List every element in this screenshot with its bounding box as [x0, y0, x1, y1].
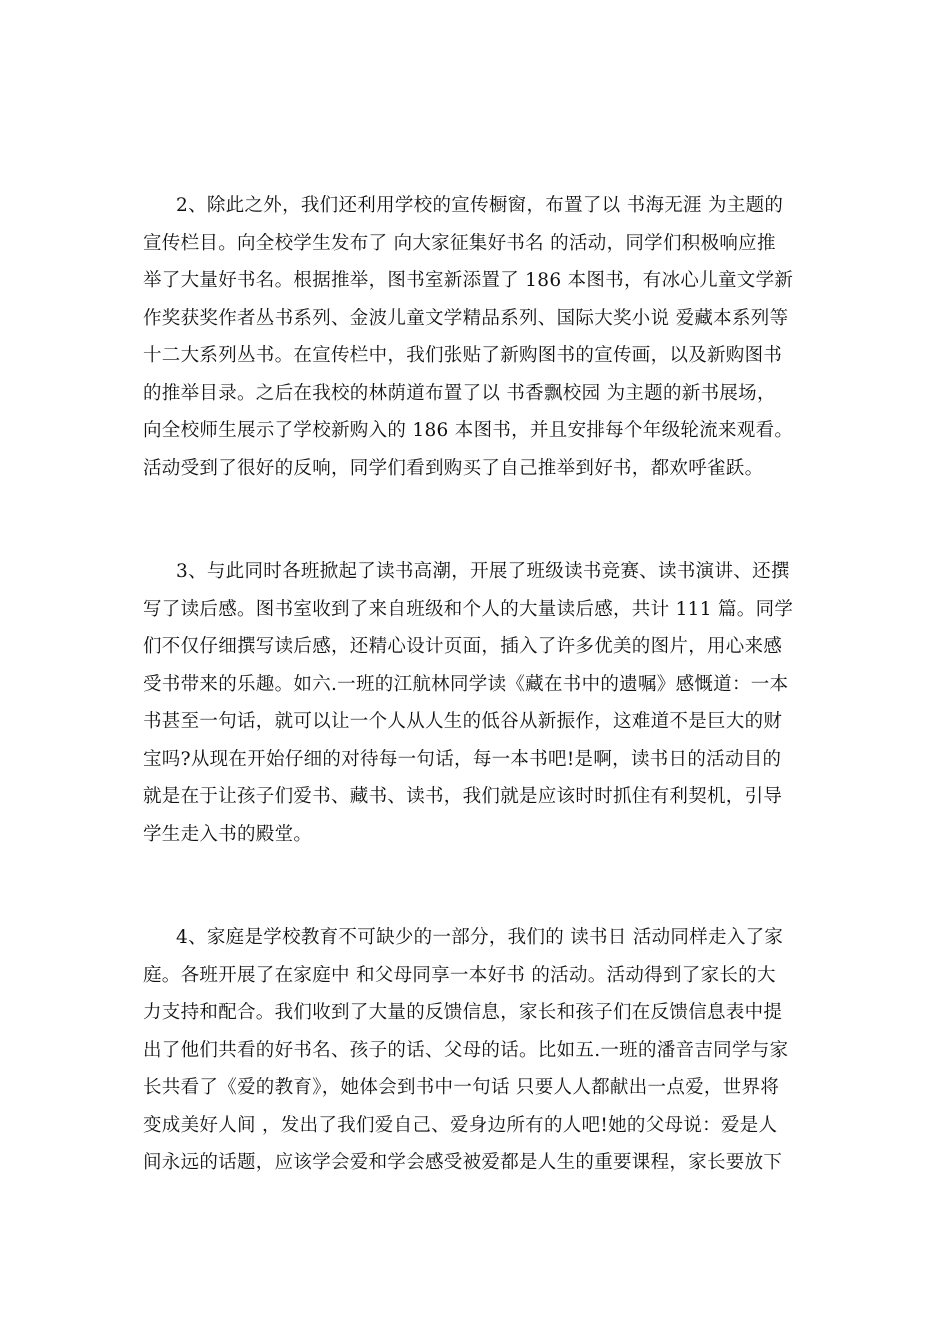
text-line: 出了他们共看的好书名、孩子的话、父母的话。比如五.一班的潘音吉同学与家 — [143, 1039, 789, 1061]
paragraph-2 — [143, 187, 815, 487]
text-line: 力支持和配合。我们收到了大量的反馈信息，家长和孩子们在反馈信息表中提 — [143, 1002, 783, 1023]
text-line: 书甚至一句话，就可以让一个人从人生的低谷从新振作，这难道不是巨大的财 — [143, 711, 783, 732]
text-line: 活动受到了很好的反响，同学们看到购买了自己推举到好书，都欢呼雀跃。 — [143, 457, 764, 479]
text-line: 们不仅仔细撰写读后感，还精心设计页面，插入了许多优美的图片，用心来感 — [143, 636, 783, 657]
text-line: 3、与此同时各班掀起了读书高潮，开展了班级读书竞赛、读书演讲、还撰 — [176, 561, 790, 582]
text-line: 庭。各班开展了在家庭中 和父母同享一本好书 的活动。活动得到了家长的大 — [143, 964, 776, 986]
paragraph-4 — [143, 919, 815, 1182]
text-line: 宝吗?从现在开始仔细的对待每一句话，每一本书吧!是啊，读书日的活动目的 — [143, 748, 782, 770]
text-line: 作奖获奖作者丛书系列、金波儿童文学精品系列、国际大奖小说 爱藏本系列等 — [143, 307, 789, 329]
text-line: 间永远的话题，应该学会爱和学会感受被爱都是人生的重要课程，家长要放下 — [143, 1152, 783, 1173]
text-line: 举了大量好书名。根据推举，图书室新添置了 186 本图书，有冰心儿童文学新 — [143, 270, 794, 291]
text-line: 十二大系列丛书。在宣传栏中，我们张贴了新购图书的宣传画，以及新购图书 — [143, 345, 783, 366]
text-line: 4、家庭是学校教育不可缺少的一部分，我们的 读书日 活动同样走入了家 — [176, 927, 784, 948]
text-line: 的推举目录。之后在我校的林荫道布置了以 书香飘校园 为主题的新书展场， — [143, 382, 776, 404]
text-line: 变成美好人间 ，发出了我们爱自己、爱身边所有的人吧!她的父母说：爱是人 — [143, 1114, 778, 1136]
text-line: 长共看了《爱的教育》，她体会到书中一句话 只要人人都献出一点爱，世界将 — [143, 1077, 780, 1098]
text-line: 向全校师生展示了学校新购入的 186 本图书，并且安排每个年级轮流来观看。 — [143, 420, 794, 441]
text-line: 受书带来的乐趣。如六.一班的江航林同学读《藏在书中的遗嘱》感慨道：一本 — [143, 673, 789, 695]
text-line: 学生走入书的殿堂。 — [143, 823, 313, 845]
paragraph-3 — [143, 553, 815, 853]
text-line: 宣传栏目。向全校学生发布了 向大家征集好书名 的活动，同学们积极响应推 — [143, 232, 776, 254]
text-line: 就是在于让孩子们爱书、藏书、读书，我们就是应该时时抓住有利契机，引导 — [143, 786, 783, 807]
text-line: 2、除此之外，我们还利用学校的宣传橱窗，布置了以 书海无涯 为主题的 — [176, 195, 784, 216]
text-line: 写了读后感。图书室收到了来自班级和个人的大量读后感，共计 111 篇。同学 — [143, 598, 794, 620]
